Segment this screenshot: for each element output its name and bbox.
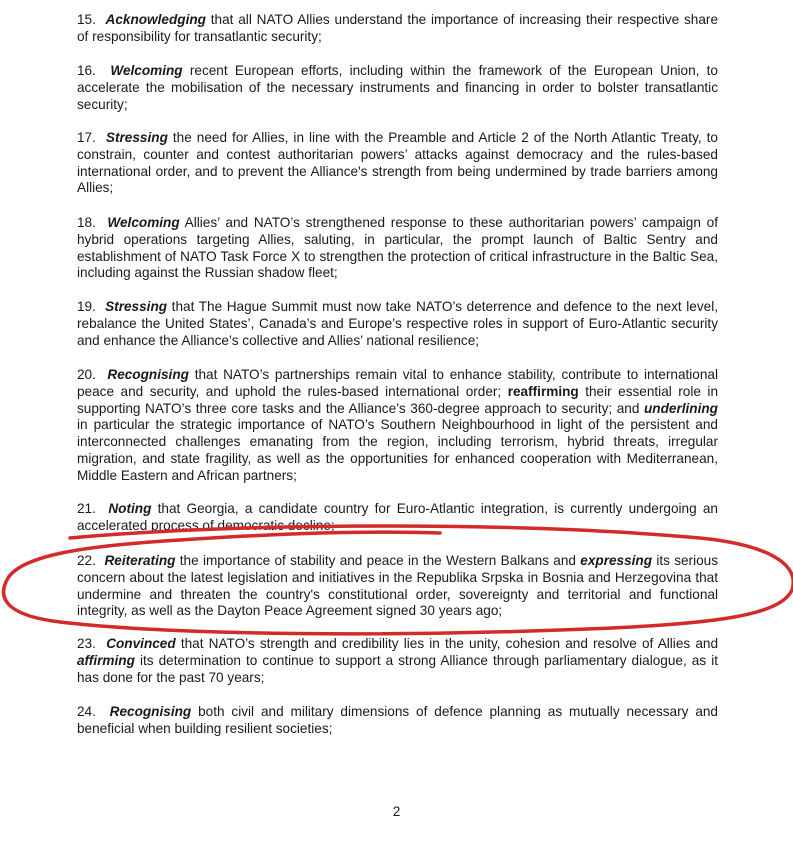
paragraph-text: that NATO’s partnerships remain vital to enhance stability, contribute to international peace and security, and uphold the rules-based international order; [77, 367, 719, 399]
keyword-emphasis: Recognising [109, 704, 192, 719]
paragraph-text: both civil and military dimensions of defence planning as mutually necessary and beneficial when building resilient societies; [77, 704, 718, 736]
paragraph-text: its determination to continue to support a strong Alliance through parliamentary dialogue, as it has done for the past 70 years; [77, 652, 718, 685]
paragraph-number: 18. [77, 215, 108, 230]
paragraph-text: that The Hague Summit must now take NATO’s deterrence and defence to the next level, rebalance the United States’, Canada’s and Europe’s respective roles in support of Euro-Atlantic security and enhance the Alliance’s collective and Allies’ national resilience; [77, 299, 718, 348]
paragraph-16 [77, 63, 718, 113]
paragraph-22 [77, 553, 718, 620]
paragraph-text: the importance of stability and peace in the Western Balkans and [175, 553, 581, 568]
paragraph-number: 20. [77, 367, 108, 382]
paragraph-18 [77, 215, 718, 282]
paragraph-number: 21. [77, 501, 109, 516]
keyword-emphasis: Stressing [105, 130, 168, 145]
paragraph-number: 17. [77, 130, 106, 145]
paragraph-number: 22. [77, 553, 105, 568]
keyword-emphasis: Recognising [107, 367, 189, 382]
paragraph-number: 19. [77, 299, 106, 314]
paragraph-text: their essential role in supporting NATO’s three core tasks and the Alliance’s 360-degree approach to security; and [77, 383, 719, 416]
paragraph-21 [77, 501, 718, 535]
paragraph-text: Allies’ and NATO’s strengthened response to these authoritarian powers’ campaign of hybrid operations targeting Allies, saluting, in particular, the prompt launch of Baltic Sentry and establishment of NATO Task Force X to strengthen the protection of critical infrastructure in the Baltic Sea, including against the Russian shadow fleet; [77, 215, 719, 281]
keyword-bold: reaffirming [507, 383, 579, 399]
paragraph-text: the need for Allies, in line with the Preamble and Article 2 of the North Atlantic Treaty, to constrain, counter and contest authoritarian powers’ attacks against democracy and the rules-based international order, and to prevent the Alliance's strength from being undermined by trade barriers among Allies; [77, 130, 718, 196]
paragraph-text: that NATO’s strength and credibility lies in the unity, cohesion and resolve of Allies and [175, 636, 719, 651]
paragraph-text: recent European efforts, including within the framework of the European Union, to accelerate the mobilisation of the necessary instruments and financing in order to bolster transatlantic security; [77, 63, 718, 112]
keyword-emphasis: Noting [108, 501, 152, 516]
paragraph-19 [77, 299, 718, 349]
paragraph-15 [77, 12, 718, 46]
keyword-emphasis: affirming [77, 652, 135, 668]
keyword-emphasis: underlining [643, 400, 718, 416]
paragraph-text: that all NATO Allies understand the importance of increasing their respective share of responsibility for transatlantic security; [77, 12, 719, 44]
keyword-emphasis: Reiterating [104, 553, 176, 568]
paragraph-number: 15. [77, 12, 106, 27]
keyword-emphasis: expressing [580, 553, 653, 568]
paragraph-20 [77, 367, 718, 485]
paragraph-text: its serious concern about the latest legislation and initiatives in the Republika Srpska in Bosnia and Herzegovina that undermine and threaten the country's constitutional order, sovereignty and territorial and functional integrity, as well as the Dayton Peace Agreement signed 30 years ago; [77, 553, 719, 619]
keyword-emphasis: Welcoming [110, 63, 183, 78]
keyword-emphasis: Welcoming [107, 215, 180, 230]
paragraph-23 [77, 636, 718, 686]
paragraph-text: in particular the strategic importance of NATO’s Southern Neighbourhood in light of the persistent and interconnected challenges emanating from the region, including terrorism, hybrid threats, irregular migration, and state fragility, as well as the opportunities for enhanced cooperation with Mediterranean, Middle Eastern and African partners; [77, 417, 718, 483]
paragraph-number: 24. [77, 704, 110, 719]
paragraph-number: 23. [77, 636, 107, 651]
paragraph-17 [77, 130, 718, 197]
paragraph-24 [77, 704, 718, 738]
keyword-emphasis: Acknowledging [105, 12, 206, 27]
keyword-emphasis: Convinced [106, 636, 176, 651]
keyword-emphasis: Stressing [105, 299, 168, 314]
paragraph-text: that Georgia, a candidate country for Euro-Atlantic integration, is currently undergoing an accelerated process of democratic decline; [77, 501, 718, 533]
page-number: 2 [392, 804, 401, 819]
paragraph-number: 16. [77, 63, 111, 78]
